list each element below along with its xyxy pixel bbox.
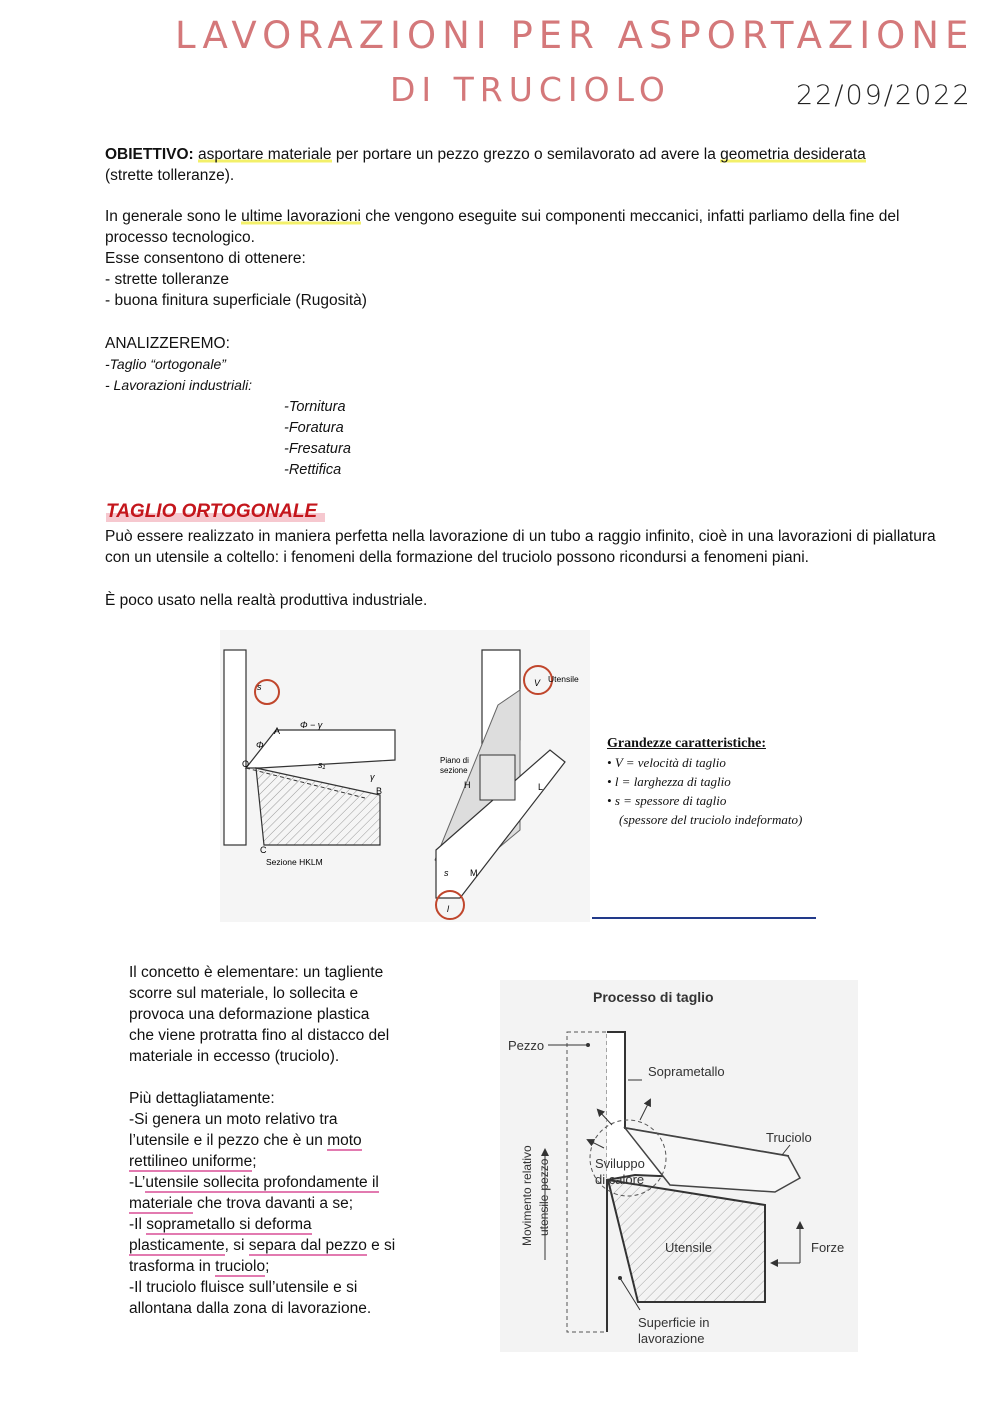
- intro-text1: In generale sono le: [105, 208, 242, 225]
- dettaglio-line: -Il truciolo fluisce sull’utensile e si: [129, 1279, 358, 1296]
- list-item: • s = spessore di taglio: [607, 793, 727, 808]
- intro-text2: che vengono eseguite sui componenti meccanici, infatti parliamo della fine del processo tecnologico.: [105, 208, 900, 246]
- label-superficie-1: Superficie in: [638, 1315, 710, 1330]
- label-pezzo: Pezzo: [508, 1038, 545, 1053]
- label-B: B: [376, 786, 383, 796]
- label-soprametallo: Soprametallo: [648, 1064, 725, 1079]
- dettaglio-line: materiale che trova davanti a se;: [129, 1195, 354, 1212]
- list-item: • l = larghezza di taglio: [607, 774, 731, 789]
- label-C: C: [260, 845, 267, 855]
- date: 22/09/2022: [796, 80, 972, 111]
- figure-processo-taglio: [500, 980, 858, 1352]
- highlight-ultime-lavorazioni: ultime lavorazioni: [241, 208, 361, 225]
- divider-line: [592, 917, 816, 919]
- list-item: • V = velocità di taglio: [607, 755, 726, 770]
- obiettivo-text1: per portare un pezzo grezzo o semilavorato ad avere la: [331, 146, 721, 163]
- underline-truciolo: truciolo: [215, 1258, 266, 1275]
- concetto-line: Il concetto è elementare: un tagliente: [129, 964, 384, 981]
- highlight-geometria: geometria desiderata: [720, 146, 866, 163]
- list-item: -Fresatura: [284, 441, 351, 457]
- label-M: M: [470, 868, 478, 878]
- underline-plasticamente: plasticamente: [129, 1237, 225, 1254]
- obiettivo-paragraph: [105, 144, 895, 186]
- list-item: -Tornitura: [284, 399, 346, 415]
- underline-materiale: materiale: [129, 1195, 193, 1212]
- orthogonal-cut-diagram: [220, 630, 590, 922]
- figure-orthogonal-cut: [220, 630, 590, 922]
- list-item: -Foratura: [284, 420, 344, 436]
- page-title-line2: DI TRUCIOLO: [390, 70, 671, 109]
- dettaglio-line: plasticamente, si separa dal pezzo e si: [129, 1237, 396, 1254]
- grandezze-caratteristiche: [607, 734, 802, 829]
- label-H: H: [464, 780, 471, 790]
- list-item: -Rettifica: [284, 462, 342, 478]
- concetto-line: materiale in eccesso (truciolo).: [129, 1048, 340, 1065]
- grandezze-title: Grandezze caratteristiche:: [607, 736, 766, 751]
- taglio-paragraph-2: È poco usato nella realtà produttiva industriale.: [105, 592, 428, 609]
- page-title-line1: LAVORAZIONI PER ASPORTAZIONE: [175, 14, 975, 57]
- analizzeremo-block: [105, 333, 252, 396]
- label-s: s: [257, 682, 262, 692]
- label-l: l: [447, 904, 449, 914]
- highlight-asportare: asportare materiale: [198, 146, 332, 163]
- intro-lead: Esse consentono di ottenere:: [105, 250, 306, 267]
- label-phi: Φ: [256, 740, 264, 750]
- concetto-block: [129, 962, 479, 1319]
- dettaglio-line: rettilineo uniforme;: [129, 1153, 257, 1170]
- label-O: O: [242, 759, 250, 769]
- label-movimento-1: Movimento relativo: [520, 1145, 534, 1246]
- label-s2: s: [444, 868, 449, 878]
- grandezze-note: (spessore del truciolo indeformato): [619, 812, 803, 827]
- obiettivo-text2: (strette tolleranze).: [105, 167, 235, 184]
- dettaglio-line: -Si genera un moto relativo tra: [129, 1111, 338, 1128]
- label-truciolo: Truciolo: [766, 1130, 812, 1145]
- label-s1: s₁: [318, 760, 326, 770]
- label-utensile: Utensile: [548, 674, 579, 684]
- label-sviluppo-2: di calore: [595, 1172, 645, 1187]
- dettaglio-line: -L’utensile sollecita profondamente il: [129, 1174, 379, 1191]
- underline-soprametallo: soprametallo si deforma: [146, 1216, 312, 1233]
- taglio-paragraph: Può essere realizzato in maniera perfetta nella lavorazione di un tubo a raggio infinito, cioè in una lavorazioni di piallatura con un utensile a coltello: i fenomeni della formazione del truciolo possono ricondursi a fenomeni piani.: [105, 528, 936, 566]
- dettaglio-line: allontana dalla zona di lavorazione.: [129, 1300, 372, 1317]
- dettaglio-line: -Il soprametallo si deforma: [129, 1216, 312, 1233]
- processo-taglio-diagram: [500, 980, 858, 1352]
- dettaglio-line: trasforma in truciolo;: [129, 1258, 270, 1275]
- label-phi-gamma: Φ − γ: [300, 720, 323, 730]
- label-V: V: [534, 678, 541, 688]
- analizzeremo-line1: -Taglio “ortogonale”: [105, 356, 226, 372]
- dettaglio-line: l’utensile e il pezzo che è un moto: [129, 1132, 362, 1149]
- label-movimento-2: utensile-pezzo: [537, 1158, 551, 1236]
- underline-moto: moto: [327, 1132, 362, 1149]
- analizzeremo-heading: ANALIZZEREMO:: [105, 335, 230, 352]
- label-utensile: Utensile: [665, 1240, 712, 1255]
- label-A: A: [274, 726, 281, 736]
- section-title-taglio: TAGLIO ORTOGONALE: [106, 501, 325, 523]
- label-piano: Piano di: [440, 756, 469, 765]
- obiettivo-label: OBIETTIVO:: [105, 146, 194, 163]
- label-superficie-2: lavorazione: [638, 1331, 705, 1346]
- label-sezione: Sezione HKLM: [266, 857, 323, 867]
- concetto-line: scorre sul materiale, lo sollecita e: [129, 985, 359, 1002]
- list-item: - buona finitura superficiale (Rugosità): [105, 292, 367, 309]
- intro-list: [105, 248, 367, 311]
- label-piano-2: sezione: [440, 766, 468, 775]
- label-L: L: [538, 782, 544, 792]
- label-forze: Forze: [811, 1240, 845, 1255]
- concetto-line: provoca una deformazione plastica: [129, 1006, 370, 1023]
- underline-separa: separa dal pezzo: [248, 1237, 367, 1254]
- dettaglio-heading: Più dettagliatamente:: [129, 1090, 275, 1107]
- processo-title: Processo di taglio: [593, 989, 714, 1005]
- intro-paragraph: [105, 206, 955, 248]
- label-sviluppo-1: Sviluppo: [595, 1156, 645, 1171]
- analizzeremo-line2: - Lavorazioni industriali:: [105, 377, 253, 393]
- list-item: - strette tolleranze: [105, 271, 230, 288]
- underline-utensile: utensile sollecita profondamente il: [145, 1174, 379, 1191]
- concetto-line: che viene protratta fino al distacco del: [129, 1027, 390, 1044]
- underline-rettilineo: rettilineo uniforme: [129, 1153, 253, 1170]
- label-gamma: γ: [370, 772, 375, 782]
- lavorazioni-list: [284, 397, 351, 481]
